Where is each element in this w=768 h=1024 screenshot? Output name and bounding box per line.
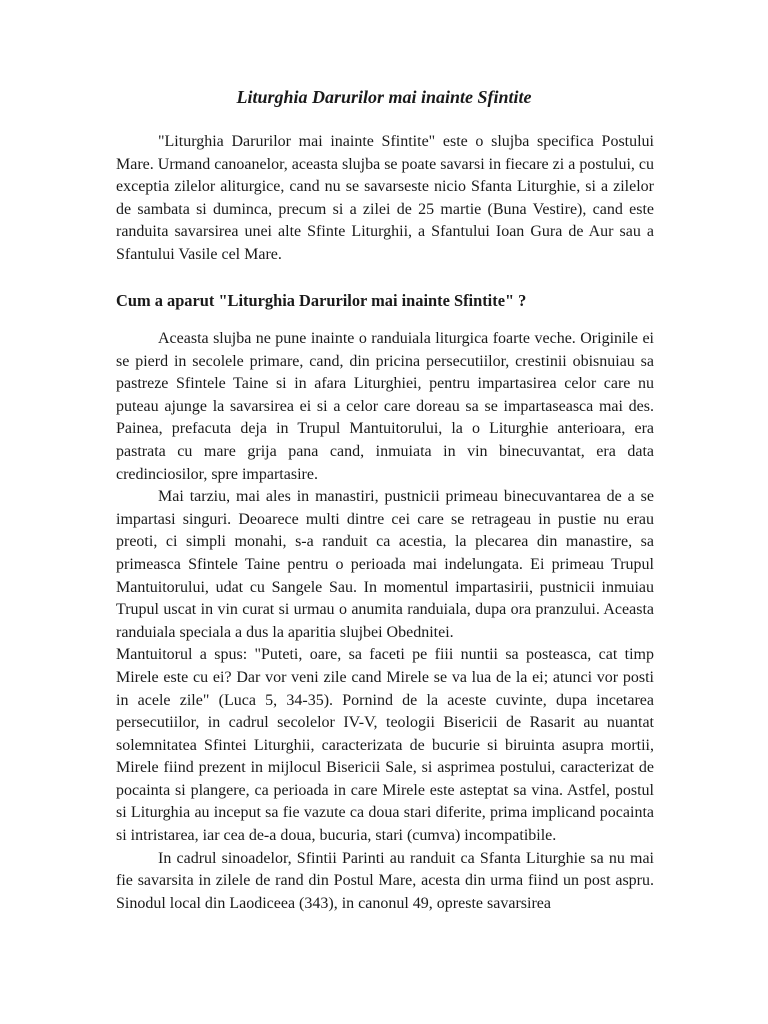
- body-section: [116, 328, 654, 915]
- intro-paragraph: "Liturghia Darurilor mai inainte Sfintite" este o slujba specifica Postului Mare. Urmand canoanelor, aceasta slujba se poate savarsi in fiecare zi a postului, cu exceptia zilelor aliturgice, cand nu se savarseste nicio Sfanta Liturghie, si a zilelor de sambata si duminca, precum si a zilei de 25 martie (Buna Vestire), cand este randuita savarsirea unei alte Sfinte Liturghii, a Sfantului Ioan Gura de Aur sau a Sfantului Vasile cel Mare.: [116, 133, 654, 263]
- intro-section: [116, 131, 654, 267]
- body-paragraph-1: Aceasta slujba ne pune inainte o randuiala liturgica foarte veche. Originile ei se pierd in secolele primare, cand, din pricina persecutiilor, crestinii obisnuiau sa pastreze Sfintele Taine si in afara Liturghiei, pentru impartasirea celor care nu puteau ajunge la savarsirea ei si a celor care doreau sa se impartaseasca mai des. Painea, prefacuta deja in Trupul Mantuitorului, la o Liturghie anterioara, era pastrata cu mare grija pana cand, inmuiata in vin binecuvantat, era data credinciosilor, spre impartasire.: [116, 330, 654, 483]
- page-title: Liturghia Darurilor mai inainte Sfintite: [236, 87, 532, 107]
- body-paragraph-4: In cadrul sinoadelor, Sfintii Parinti au randuit ca Sfanta Liturghie sa nu mai fie savarsita in zilele de rand din Postul Mare, acesta din urma fiind un post aspru. Sinodul local din Laodiceea (343), in canonul 49, opreste savarsirea: [116, 849, 654, 912]
- section-heading: Cum a aparut "Liturghia Darurilor mai inainte Sfintite" ?: [116, 291, 527, 310]
- body-paragraph-2: Mai tarziu, mai ales in manastiri, pustnicii primeau binecuvantarea de a se impartasi singuri. Deoarece multi dintre cei care se retrageau in pustie nu erau preoti, ci simpli monahi, s-a randuit ca acestia, la plecarea din manastire, sa primeasca Sfintele Taine pentru o perioada mai indelungata. Ei primeau Trupul Mantuitorului, udat cu Sangele Sau. In momentul impartasirii, pustnicii inmuiau Trupul uscat in vin curat si urmau o anumita randuiala, dupa ora pranzului. Aceasta randuiala speciala a dus la aparitia slujbei Obednitei.: [116, 488, 654, 641]
- body-paragraph-3: Mantuitorul a spus: "Puteti, oare, sa faceti pe fiii nuntii sa posteasca, cat timp Mirele este cu ei? Dar vor veni zile cand Mirele se va lua de la ei; atunci vor posti in acele zile" (Luca 5, 34-35). Pornind de la aceste cuvinte, dupa incetarea persecutiilor, in cadrul secolelor IV-V, teologii Bisericii de Rasarit au nuantat solemnitatea Sfintei Liturghii, caracterizata de bucurie si biruinta asupra mortii, Mirele fiind prezent in mijlocul Bisericii Sale, si asprimea postului, caracterizat de pocainta si plangere, ca perioada in care Mirele este asteptat sa vina. Astfel, postul si Liturghia au inceput sa fie vazute ca doua stari diferite, prima implicand pocainta si intristarea, iar cea de-a doua, bucuria, stari (cumva) incompatibile.: [116, 646, 654, 845]
